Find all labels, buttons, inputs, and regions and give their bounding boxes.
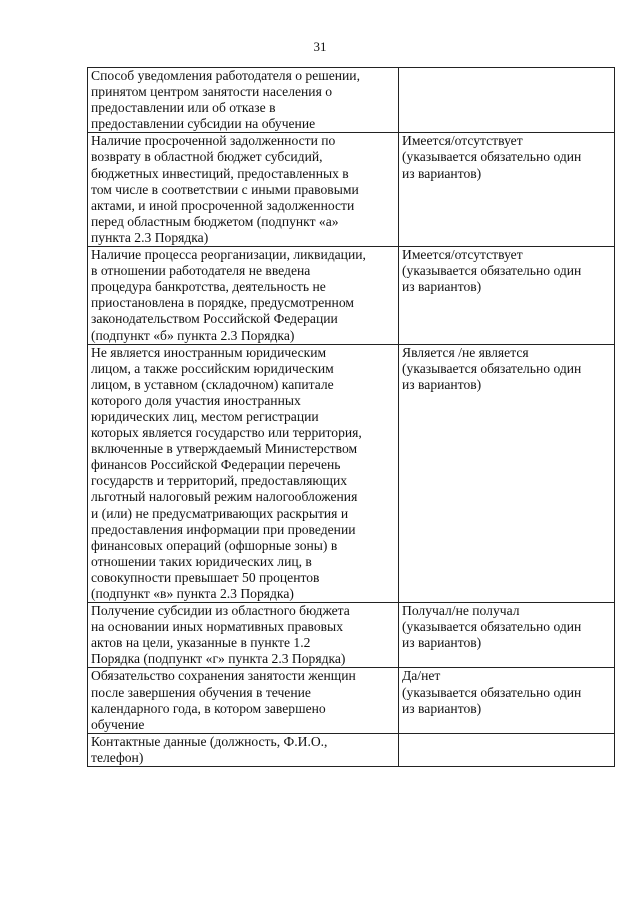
page-number: 31	[313, 39, 327, 54]
row-value-other-subsidies	[399, 603, 615, 668]
table-row	[88, 133, 615, 247]
row-value-reorganization	[399, 247, 615, 345]
table-row	[88, 247, 615, 345]
row-label-overdue-debt	[88, 133, 399, 247]
application-details-table	[87, 67, 615, 767]
row-label-contact-details	[88, 733, 399, 766]
cell-text: Получал/не получал (указывается обязательно один из вариантов)	[402, 603, 582, 651]
row-value-foreign-entity	[399, 344, 615, 603]
row-value-contact-details	[399, 733, 615, 766]
table-row	[88, 344, 615, 603]
table-row	[88, 668, 615, 733]
cell-text: Да/нет (указывается обязательно один из вариантов)	[402, 668, 582, 716]
table-row	[88, 68, 615, 133]
cell-text: Контактные данные (должность, Ф.И.О., телефон)	[91, 733, 328, 765]
cell-text: Является /не является (указывается обязательно один из вариантов)	[402, 344, 582, 392]
cell-text: Получение субсидии из областного бюджета на основании иных нормативных правовых актов на цели, указанные в пункте 1.2 Порядка (подпункт «г» пункта 2.3 Порядка)	[91, 603, 350, 667]
cell-text: Имеется/отсутствует (указывается обязательно один из вариантов)	[402, 247, 582, 295]
table-row	[88, 603, 615, 668]
row-label-foreign-entity	[88, 344, 399, 603]
table-row	[88, 733, 615, 766]
cell-text: Имеется/отсутствует (указывается обязательно один из вариантов)	[402, 133, 582, 181]
row-value-employment-obligation	[399, 668, 615, 733]
row-value-notification-method	[399, 68, 615, 133]
row-label-notification-method	[88, 68, 399, 133]
cell-text: Обязательство сохранения занятости женщин после завершения обучения в течение календарного года, в котором завершено обучение	[91, 668, 356, 732]
row-value-overdue-debt	[399, 133, 615, 247]
cell-text: Наличие просроченной задолженности по возврату в областной бюджет субсидий, бюджетных инвестиций, предоставленных в том числе в соответствии с иными правовыми актами, и иной просроченной задолженности перед областным бюджетом (подпункт «а» пункта 2.3 Порядка)	[91, 133, 359, 245]
row-label-reorganization	[88, 247, 399, 345]
row-label-other-subsidies	[88, 603, 399, 668]
cell-text: Не является иностранным юридическим лицом, а также российским юридическим лицом, в уставном (складочном) капитале которого доля участия иностранных юридических лиц, местом регистрации которых является государство или территория, включенные в утверждаемый Министерством финансов Российской Федерации перечень государств и территорий, предоставляющих льготный налоговый режим налогообложения и (или) не предусматривающих раскрытия и предоставления информации при проведении финансовых операций (офшорные зоны) в отношении таких юридических лиц, в совокупности превышает 50 процентов (подпункт «в» пункта 2.3 Порядка)	[91, 344, 362, 601]
cell-text: Способ уведомления работодателя о решении, принятом центром занятости населения о предоставлении или об отказе в предоставлении субсидии на обучение	[91, 68, 360, 132]
cell-text: Наличие процесса реорганизации, ликвидации, в отношении работодателя не введена процедура банкротства, деятельность не приостановлена в порядке, предусмотренном законодательством Российской Федерации (подпункт «б» пункта 2.3 Порядка)	[91, 247, 366, 343]
row-label-employment-obligation	[88, 668, 399, 733]
